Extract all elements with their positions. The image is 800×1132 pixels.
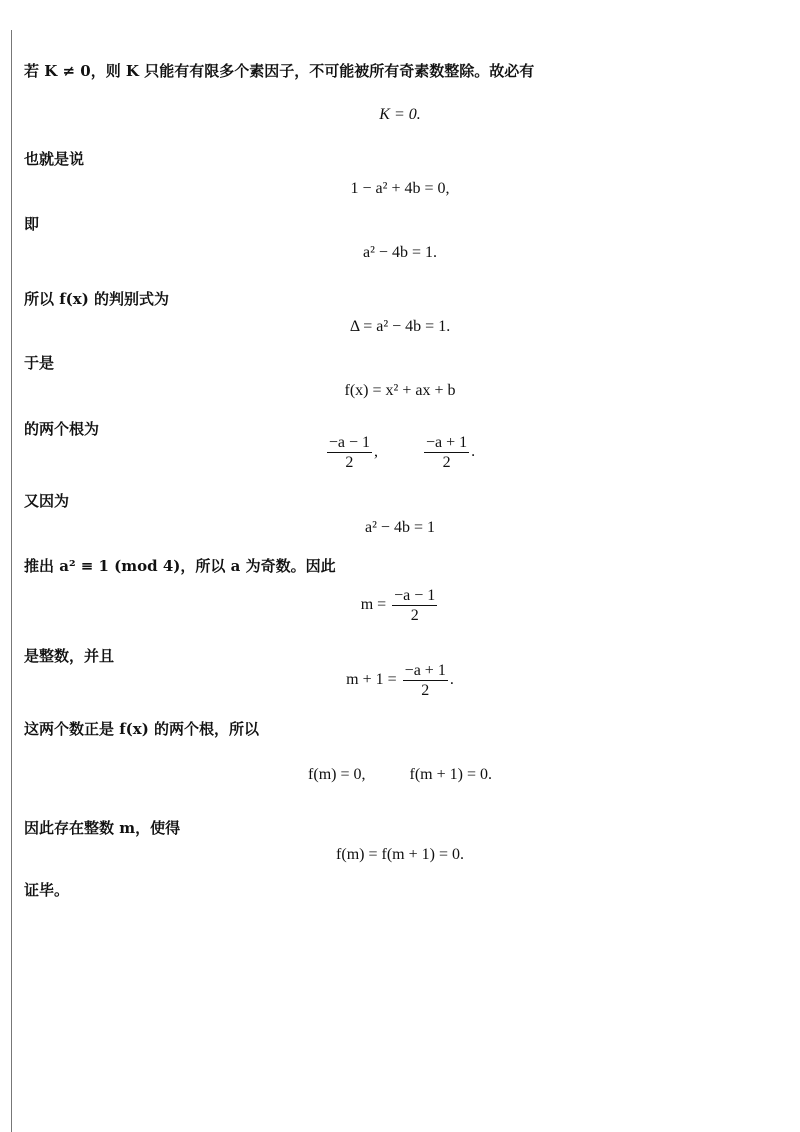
equation-fx: [0, 382, 800, 400]
equation-discriminant: [0, 318, 800, 336]
equation-text: K = 0.: [379, 106, 421, 123]
numerator: −a + 1: [426, 434, 468, 451]
text-line-4: 即: [24, 215, 40, 233]
text-line-18: 这两个数正是 f(x) 的两个根，所以: [24, 720, 260, 738]
text-line-16: 是整数，并且: [24, 647, 115, 665]
equation-text: a² − 4b = 1.: [363, 244, 437, 261]
equation-part: f(m + 1) = 0.: [409, 766, 492, 783]
equation-text: f(x) = x² + ax + b: [344, 382, 456, 399]
text-line-6: 所以 f(x) 的判别式为: [24, 290, 170, 308]
equation-roots-zero: [0, 766, 800, 784]
fraction: [403, 662, 448, 699]
numerator: −a − 1: [394, 587, 436, 604]
text-line-20: 因此存在整数 m，使得: [24, 819, 181, 837]
equation-text: f(m) = f(m + 1) = 0.: [336, 846, 464, 863]
text-line-8: 于是: [24, 354, 55, 372]
fraction: [424, 434, 469, 471]
equation-m: [0, 587, 800, 624]
denominator: 2: [410, 607, 419, 624]
text-line-12: 又因为: [24, 492, 70, 510]
equation-lhs: m + 1 =: [346, 671, 397, 689]
denominator: 2: [421, 682, 430, 699]
text-line-0: 若 K ≠ 0，则 K 只能有有限多个素因子，不可能被所有奇素数整除。故必有: [24, 62, 535, 80]
equation-k-zero: [0, 106, 800, 124]
denominator: 2: [345, 454, 354, 471]
text-line-10: 的两个根为: [24, 420, 100, 438]
equation-text: a² − 4b = 1: [365, 519, 435, 536]
punctuation: ,: [374, 443, 378, 461]
equation-part: f(m) = 0,: [308, 766, 366, 783]
numerator: −a − 1: [328, 434, 370, 451]
equation-final: [0, 846, 800, 864]
equation-1: [0, 180, 800, 198]
equation-m-plus-1: [0, 662, 800, 699]
equation-2: [0, 244, 800, 262]
punctuation: .: [471, 443, 476, 461]
text-line-14: 推出 a² ≡ 1 (mod 4)，所以 a 为奇数。因此: [24, 557, 336, 575]
text-line-2: 也就是说: [24, 150, 85, 168]
text-line-22: 证毕。: [24, 881, 70, 899]
fraction: [327, 434, 372, 471]
punctuation: .: [449, 671, 454, 689]
equation-3: [0, 519, 800, 537]
numerator: −a + 1: [404, 662, 446, 679]
equation-text: 1 − a² + 4b = 0,: [350, 180, 450, 197]
equation-roots: [0, 434, 800, 471]
fraction: [392, 587, 437, 624]
equation-text: Δ = a² − 4b = 1.: [349, 318, 451, 335]
equation-lhs: m =: [360, 596, 387, 614]
denominator: 2: [442, 454, 451, 471]
